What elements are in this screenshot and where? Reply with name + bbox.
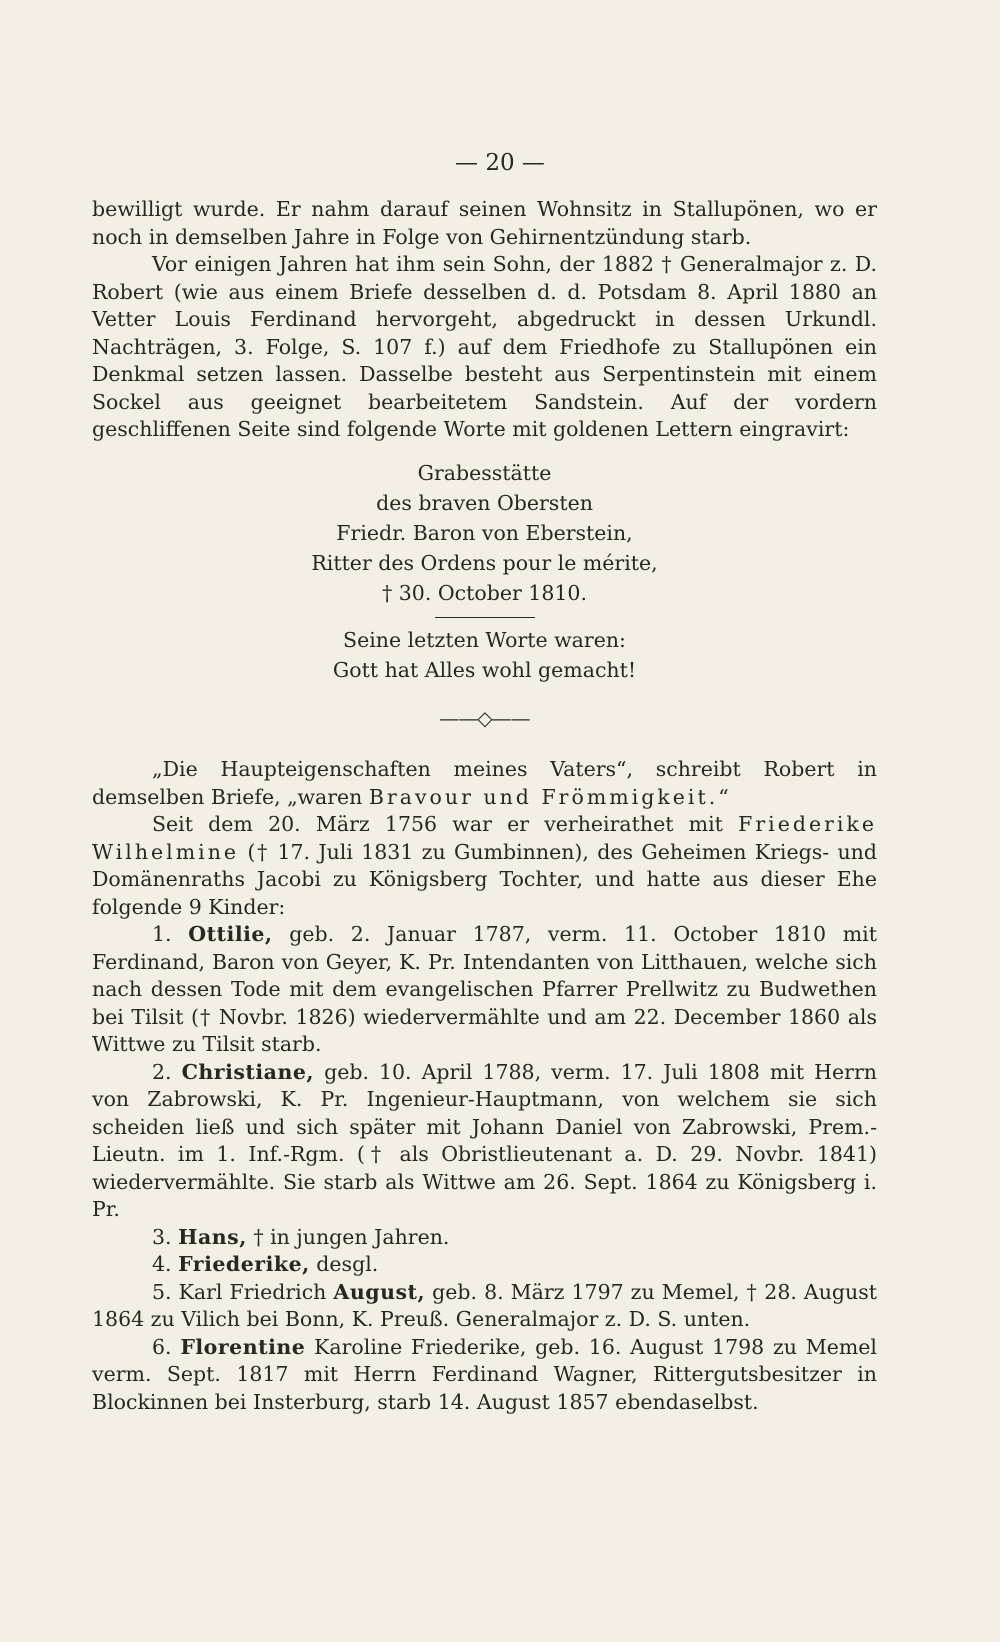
quote-end: “ [718,784,729,809]
child-entry [92,1224,877,1252]
inscription-line: † 30. October 1810. [381,580,587,605]
child-number: 2. [152,1059,172,1084]
child-details: desgl. [309,1252,379,1276]
text-block-top [92,196,877,1416]
last-words-line: Seine letzten Worte waren: [343,627,626,652]
child-entry [92,921,877,1059]
child-number: 4. [152,1252,172,1276]
marriage-text-rest: († 17. Juli 1831 zu Gumbinnen), des Geheimen Kriegs- und Domänenraths Jacobi zu Königsberg Tochter, und hatte aus dieser Ehe folgende 9 Kinder: [92,839,877,919]
child-entry [92,1251,877,1279]
inscription-line: Ritter des Ordens pour le mérite, [311,550,658,575]
child-details: geb. 2. Januar 1787, verm. 11. October 1810 mit Ferdinand, Baron von Geyer, K. Pr. Intendanten von Litthauen, welche sich nach dessen Tode mit dem evangelischen Pfarrer Prellwitz zu Budwethen bei Tilsit († Novbr. 1826) wiedervermählte und am 22. December 1860 als Wittwe zu Tilsit starb. [92,922,877,1056]
inscription-line: Grabesstätte [417,460,552,485]
child-number: 3. [152,1224,172,1249]
quote-emphasis: Bravour und Frömmigkeit. [368,784,719,809]
child-name: August, [333,1279,426,1304]
child-number: 1. [152,922,172,946]
inscription-line: Friedr. Baron von Eberstein, [336,520,633,545]
child-entry [92,1059,877,1224]
marriage-paragraph [92,811,877,921]
child-number: 6. [152,1334,172,1359]
child-forenames: Karl Friedrich [178,1279,334,1304]
child-name: Christiane, [181,1059,315,1084]
inscription-line: des braven Obersten [376,490,593,515]
child-details: † in jungen Jahren. [246,1224,450,1249]
child-details: geb. 10. April 1788, verm. 17. Juli 1808 mit Herrn von Zabrowski, K. Pr. Ingenieur-Hauptmann, von welchem sie sich scheiden ließ und sich später mit Johann Daniel von Zabrowski, Prem.-Lieutn. im 1. Inf.-Rgm. († als Obristlieutenant a. D. 29. Novbr. 1841) wiedervermählte. Sie starb als Wittwe am 26. Sept. 1864 zu Königsberg i. Pr. [92,1059,877,1221]
page-number: — 20 — [455,150,545,176]
child-number: 5. [152,1279,172,1304]
child-name: Friederike, [178,1252,310,1276]
wife-name: Friederike Wilhelmine [92,812,877,864]
paragraph: bewilligt wurde. Er nahm darauf seinen Wohnsitz in Stallupönen, wo er noch in demselben Jahre in Folge von Gehirnentzündung starb. [92,197,877,249]
child-details: Karoline Friederike, geb. 16. August 1798 zu Memel verm. Sept. 1817 mit Herrn Ferdinand Wagner, Rittergutsbesitzer in Blockinnen bei Insterburg, starb 14. August 1857 ebendaselbst. [92,1334,877,1414]
inscription-block [92,458,877,608]
marriage-text: Seit dem 20. März 1756 war er verheirathet mit [152,812,739,836]
ornament-divider: ——◇—— [439,705,530,730]
child-entry [92,1334,877,1417]
child-details: geb. 8. März 1797 zu Memel, † 28. August 1864 zu Vilich bei Bonn, K. Preuß. Generalmajor z. D. S. unten. [92,1279,877,1331]
child-entry [92,1279,877,1334]
child-name: Hans, [178,1224,247,1249]
last-words-line: Gott hat Alles wohl gemacht! [332,657,637,682]
paragraph: Vor einigen Jahren hat ihm sein Sohn, der 1882 † Generalmajor z. D. Robert (wie aus einem Briefe desselben d. d. Potsdam 8. April 1880 an Vetter Louis Ferdinand hervorgeht, abgedruckt in dessen Urkundl. Nachträgen, 3. Folge, S. 107 f.) auf dem Friedhofe zu Stallupönen ein Denkmal setzen lassen. Dasselbe besteht aus Serpentinstein mit einem Sockel aus geeignet bearbeitetem Sandstein. Auf der vordern geschliffenen Seite sind folgende Worte mit goldenen Lettern eingravirt: [92,252,877,441]
child-name: Ottilie, [188,922,273,946]
quote-text: „Die Haupteigenschaften meines Vaters“, schreibt Robert in demselben Briefe, „waren [92,757,877,809]
divider [435,617,535,618]
quote-paragraph [92,756,877,811]
child-name: Florentine [180,1334,306,1359]
